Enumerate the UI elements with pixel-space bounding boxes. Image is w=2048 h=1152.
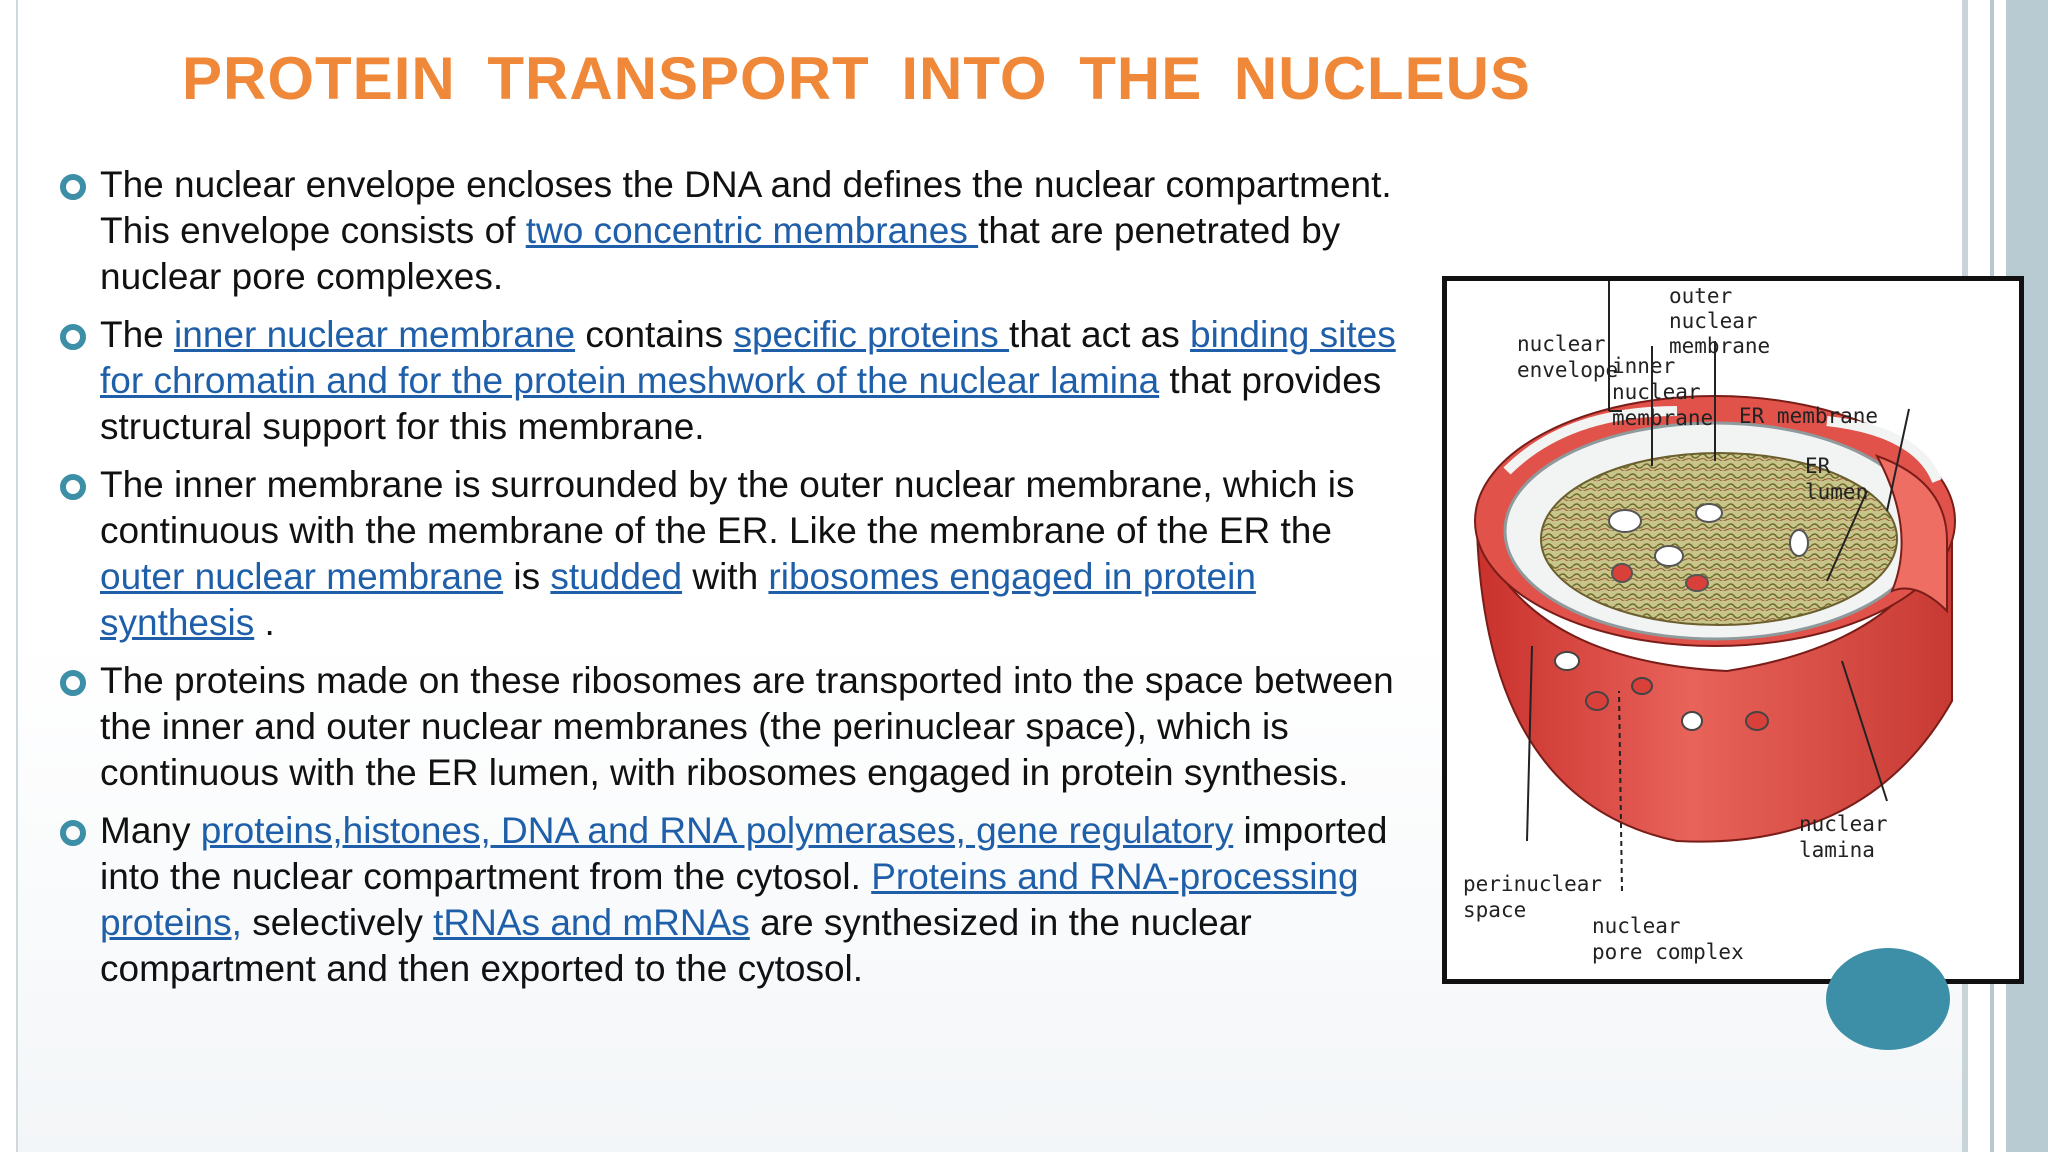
bullet-item [56,658,1416,796]
label-er-membrane: ER membrane [1739,404,1879,428]
label-perinuclear-space: perinuclear space [1463,872,1603,922]
pore [1555,652,1579,670]
bullet-list [56,162,1416,1004]
label-nuclear-pore-complex: nuclear pore complex [1592,914,1744,964]
pore [1609,510,1641,532]
bullet-circle-icon [60,174,86,200]
bullet-text: that are penetrated by nuclear pore complexes. [100,210,1341,297]
left-edge-decoration [0,0,18,1152]
label-nuclear-envelope: nuclear envelope [1517,332,1619,382]
pore [1696,504,1722,522]
label-nuclear-lamina: nuclear lamina [1799,812,1888,862]
decorative-circle [1826,948,1950,1050]
pore [1632,678,1652,694]
bullet-item [56,162,1416,300]
bullet-text: The [100,314,175,355]
bullet-item [56,808,1416,992]
hyperlink[interactable]: two concentric membranes [525,210,979,251]
hyperlink[interactable]: Proteins and RNA-processing proteins, [100,856,1359,943]
label-outer-nuclear-membrane: outer nuclear membrane [1669,284,1771,358]
bullet-text: is [503,556,551,597]
bullet-circle-icon [60,670,86,696]
bullet-text: that provides structural support for this membrane. [100,360,1382,447]
label-inner-nuclear-membrane: inner nuclear membrane [1612,354,1714,430]
bullet-text: The proteins made on these ribosomes are transported into the space between the inner and outer nuclear membranes (the perinuclear space), which is continuous with the ER lumen, with ribosomes engaged in protein synthesis. [100,660,1394,793]
bullet-circle-icon [60,324,86,350]
bullet-text: selectively [241,902,434,943]
pore [1746,712,1768,730]
pore [1682,712,1702,730]
pore [1655,546,1683,566]
hyperlink[interactable]: binding sites for chromatin and for the protein meshwork of the nuclear lamina [100,314,1396,401]
bullet-text: contains [575,314,734,355]
chromatin-interior [1541,453,1897,625]
hyperlink[interactable]: outer nuclear membrane [100,556,504,597]
hyperlink[interactable]: inner nuclear membrane [174,314,576,355]
bullet-text: The nuclear envelope encloses the DNA and defines the nuclear compartment. This envelope consists of [100,164,1392,251]
pore [1612,564,1632,582]
hyperlink[interactable]: studded [550,556,683,597]
label-er-lumen: ER lumen [1805,454,1869,504]
nucleus-diagram [1442,276,2024,984]
bullet-text: with [682,556,769,597]
bullet-item [56,312,1416,450]
hyperlink[interactable]: specific proteins [733,314,1010,355]
bullet-circle-icon [60,820,86,846]
bullet-text: Many [100,810,201,851]
hyperlink[interactable]: proteins,histones, DNA and RNA polymerases, gene regulatory [200,810,1234,851]
bullet-text: that act as [1009,314,1191,355]
hyperlink[interactable]: ribosomes engaged in protein synthesis [100,556,1256,643]
pore [1686,575,1708,591]
bullet-text: The inner membrane is surrounded by the outer nuclear membrane, which is continuous with the membrane of the ER. Like the membrane of the ER the [100,464,1355,551]
bullet-text: imported into the nuclear compartment from the cytosol. [100,810,1388,897]
bullet-circle-icon [60,474,86,500]
bullet-text: are synthesized in the nuclear compartment and then exported to the cytosol. [100,902,1252,989]
bullet-text: . [254,602,275,643]
bullet-item [56,462,1416,646]
slide-title: PROTEIN TRANSPORT INTO THE NUCLEUS [182,45,1531,112]
hyperlink[interactable]: tRNAs and mRNAs [433,902,750,943]
pore [1790,530,1808,556]
nucleus-diagram-svg [1447,281,2019,979]
pore [1586,692,1608,710]
